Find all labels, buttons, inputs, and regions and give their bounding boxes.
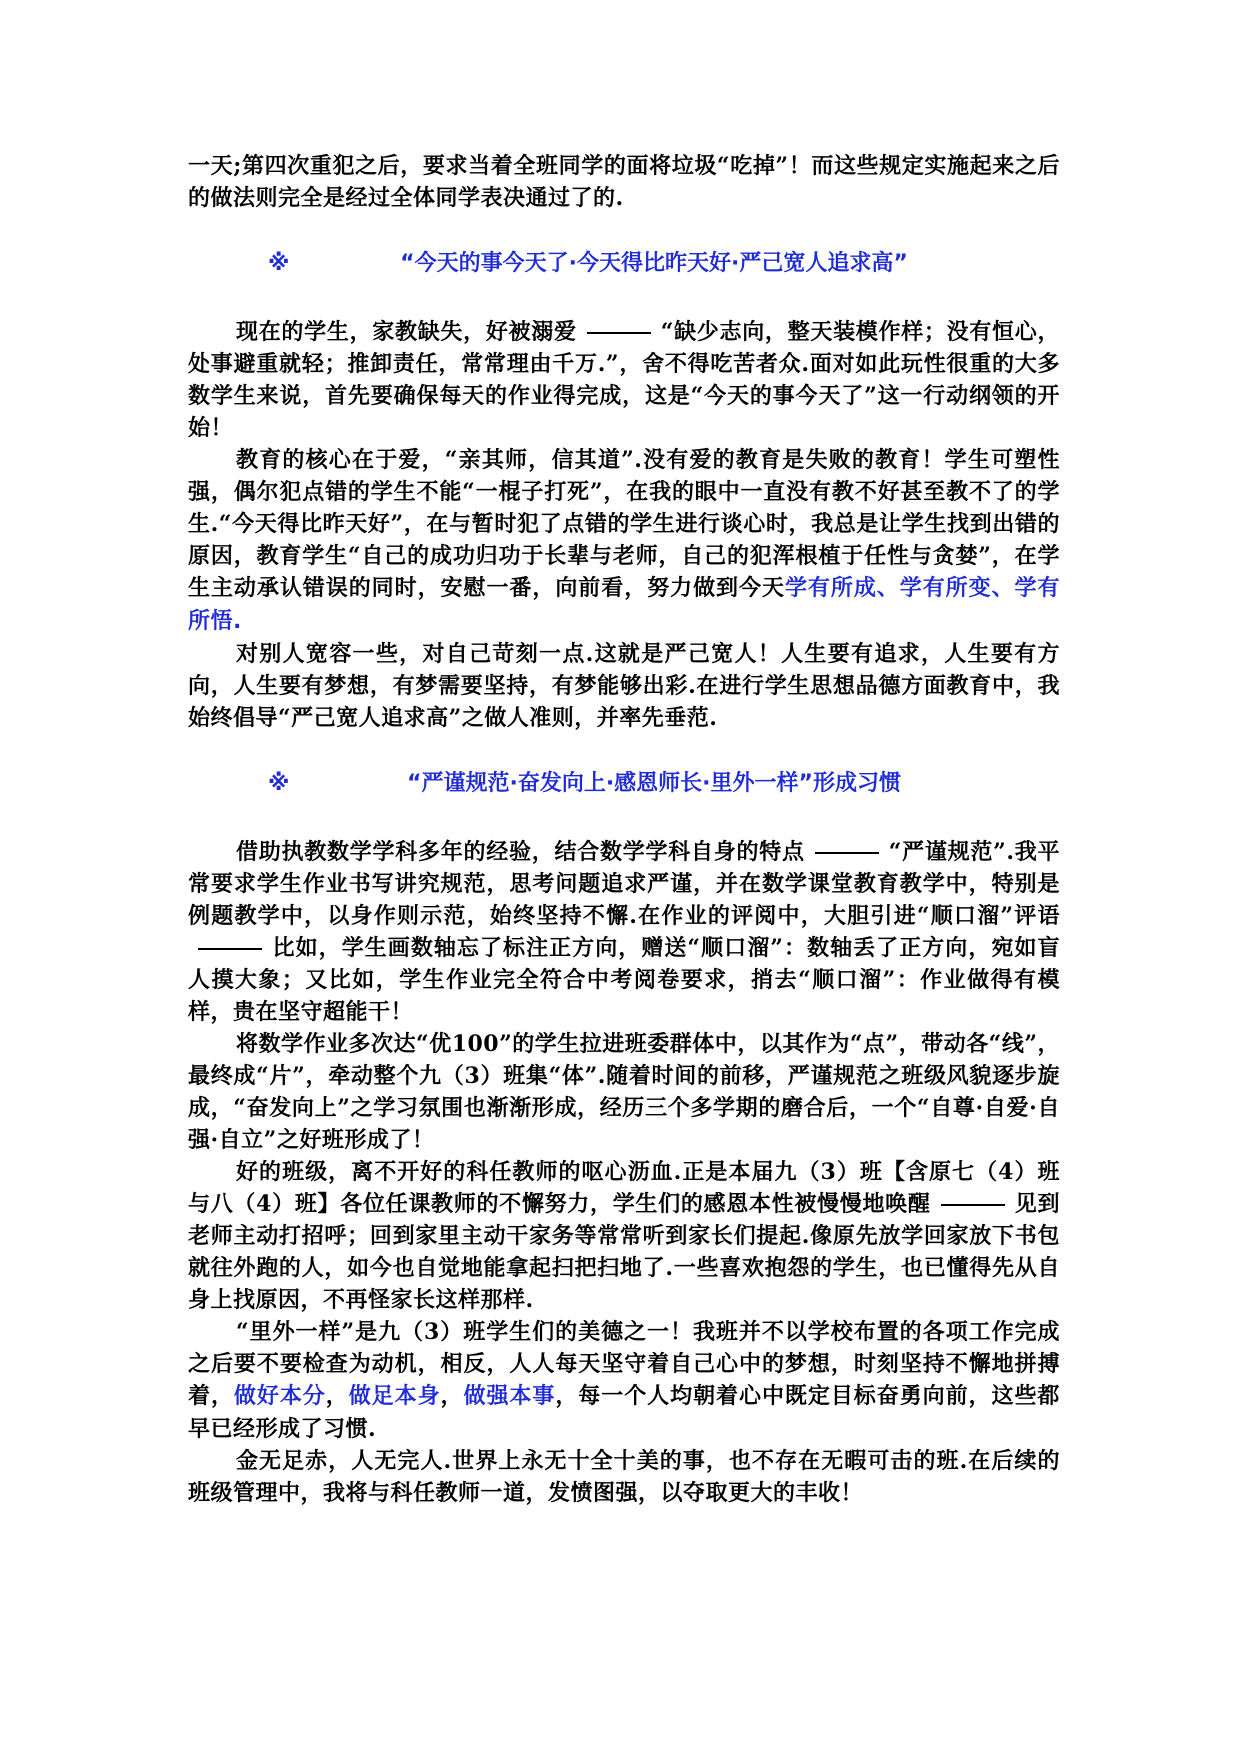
- text-run: ，每一个人均朝着心中既定目标奋勇向前，这些都早已经形成了习惯.: [188, 1383, 1060, 1442]
- text-run: 好的班级，离不开好的科任教师的呕心沥血.正是本届九（3）班【含原七（4）班与八（4）班】各位任课教师的不懈努力，学生们的感恩本性被慢慢地唤醒: [188, 1159, 1060, 1217]
- highlighted-text: 学有所成、学有所变、学有所悟: [188, 576, 1060, 634]
- text-run: “缺少志向，整天装模作样；没有恒心，处事避重就轻；推卸责任，常常理由千万.”，舍不得吃苦者众.面对如此玩性很重的大多数学生来说，首先要确保每天的作业得完成，这是“今天的事今天了”这一行动纲领的开始！: [188, 319, 1060, 441]
- intro-paragraph: 一天;第四次重犯之后，要求当着全班同学的面将垃圾“吃掉”！而这些规定实施起来之后的做法则完全是经过全体同学表决通过了的.: [188, 153, 1060, 211]
- text-run: 见到老师主动打招呼；回到家里主动干家务等常常听到家长们提起.像原先放学回家放下书包就往外跑的人，如今也自觉地能拿起扫把扫地了.一些喜欢抱怨的学生，也已懂得先从自身上找原因，不再怪家长这样那样.: [188, 1191, 1060, 1313]
- text-run: 教育的核心在于爱，“亲其师，信其道”.没有爱的教育是失败的教育！学生可塑性强，偶尔犯点错的学生不能“一棍子打死”，在我的眼中一直没有教不好甚至教不了的学生.“今天得比昨天好”，在与暂时犯了点错的学生进行谈心时，我总是让学生找到出错的原因，教育学生“自己的成功归功于长辈与老师，自己的犯浑根植于任性与贪婪”，在学生主动承认错误的同时，安慰一番，向前看，努力做到今天: [188, 447, 1060, 601]
- section-heading-1: [188, 248, 1060, 280]
- highlighted-text: 做强本事: [463, 1384, 556, 1409]
- text-run: “里外一样”是九（3）班学生们的美德之一！我班并不以学校布置的各项工作完成之后要不要检查为动机，相反，人人每天坚守着自己心中的梦想，时刻坚持不懈地拼搏着，: [188, 1319, 1060, 1409]
- paragraph: 对别人宽容一些，对自己苛刻一点.这就是严己宽人！人生要有追求，人生要有方向，人生要有梦想，有梦需要坚持，有梦能够出彩.在进行学生思想品德方面教育中，我始终倡导“严己宽人追求高”之做人准则，并率先垂范.: [188, 641, 1060, 731]
- em-dash-line: [941, 1204, 1005, 1206]
- paragraph: [188, 836, 1060, 1028]
- reference-mark-icon: ※: [268, 771, 290, 796]
- text-run: ，: [440, 1383, 464, 1409]
- paragraph: [188, 1316, 1060, 1445]
- text-run: 现在的学生，家教缺失，好被溺爱: [236, 319, 577, 345]
- paragraph: 将数学作业多次达“优100”的学生拉进班委群体中，以其作为“点”，带动各“线”，最终成“片”，牵动整个九（3）班集“体”.随着时间的前移，严谨规范之班级风貌逐步旋成，“奋发向上”之学习氛围也渐渐形成，经历三个多学期的磨合后，一个“自尊·自爱·自强·自立”之好班形成了！: [188, 1031, 1060, 1153]
- paragraph: [188, 1156, 1060, 1316]
- section-heading-2: [188, 768, 1060, 800]
- em-dash-line: [587, 332, 651, 334]
- text-run: “严谨规范”.我平常要求学生作业书写讲究规范，思考问题追求严谨，并在数学课堂教育教学中，特别是例题教学中，以身作则示范，始终坚持不懈.在作业的评阅中，大胆引进“顺口溜”评语: [188, 839, 1060, 929]
- paragraph: [188, 444, 1060, 638]
- section-title-2: “严谨规范·奋发向上·感恩师长·里外一样”形成习惯: [407, 771, 901, 796]
- highlighted-text: 做好本分: [233, 1384, 326, 1409]
- text-run: 借助执教数学学科多年的经验，结合数学学科自身的特点: [236, 839, 805, 865]
- text-run: 比如，学生画数轴忘了标注正方向，赠送“顺口溜”：数轴丢了正方向，宛如盲人摸大象；又比如，学生作业完全符合中考阅卷要求，捎去“顺口溜”：作业做得有模样，贵在坚守超能干！: [188, 935, 1060, 1025]
- document-body: [188, 150, 1060, 1509]
- highlighted-text: 做足本身: [348, 1384, 441, 1409]
- text-run: .: [233, 609, 242, 634]
- text-run: ，: [325, 1383, 349, 1409]
- reference-mark-icon: ※: [268, 251, 290, 276]
- em-dash-line: [815, 852, 879, 854]
- em-dash-line: [198, 948, 262, 950]
- section-title-1: “今天的事今天了·今天得比昨天好·严己宽人追求高”: [400, 251, 908, 276]
- paragraph: 金无足赤，人无完人.世界上永无十全十美的事，也不存在无暇可击的班.在后续的班级管理中，我将与科任教师一道，发愤图强，以夺取更大的丰收！: [188, 1448, 1060, 1506]
- paragraph: [188, 316, 1060, 444]
